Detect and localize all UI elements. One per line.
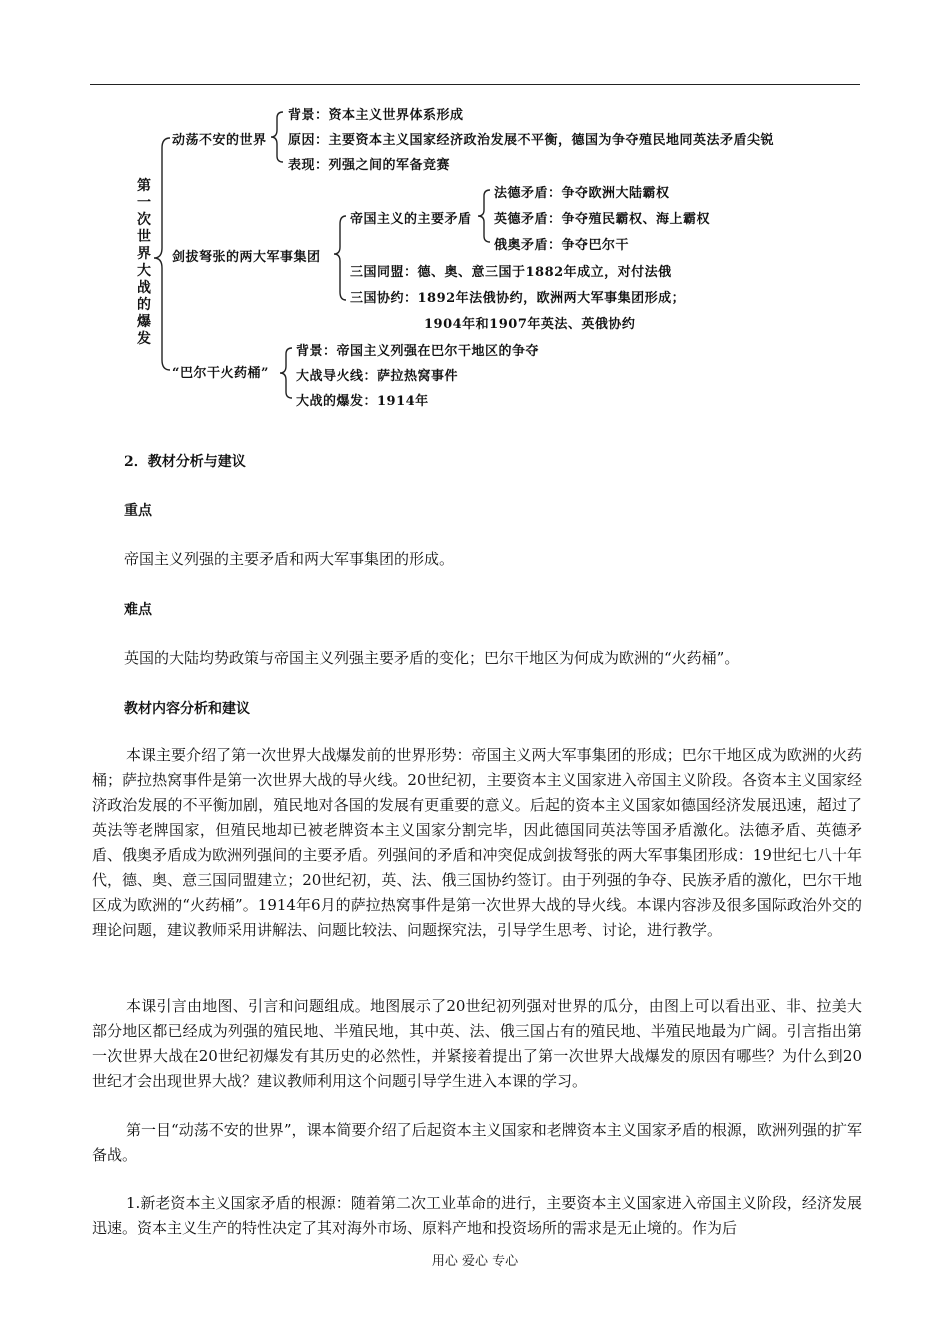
branch-item: 法德矛盾：争夺欧洲大陆霸权 bbox=[494, 186, 670, 201]
difficulty-heading: 难点 bbox=[124, 602, 152, 618]
branch-item: 背景：资本主义世界体系形成 bbox=[288, 108, 464, 123]
page-footer: 用心 爱心 专心 bbox=[431, 1254, 519, 1269]
section-title: 2．教材分析与建议 bbox=[124, 454, 246, 470]
diagram-title: 第一次世界大战的爆发 bbox=[137, 178, 151, 347]
body-paragraph: 第一目“动荡不安的世界”，课本简要介绍了后起资本主义国家和老牌资本主义国家矛盾的根源，欧洲列强的扩军备战。 bbox=[92, 1121, 862, 1164]
branch-item: 大战导火线：萨拉热窝事件 bbox=[296, 369, 459, 384]
focus-heading: 重点 bbox=[124, 503, 152, 519]
branch-item: 1904年和1907年英法、英俄协约 bbox=[424, 317, 636, 332]
branch-item: 三国同盟：德、奥、意三国于1882年成立，对付法俄 bbox=[350, 265, 672, 280]
branch-label: 动荡不安的世界 bbox=[172, 133, 267, 148]
branch-item: 三国协约：1892年法俄协约，欧洲两大军事集团形成； bbox=[350, 291, 686, 306]
body-paragraph: 本课引言由地图、引言和问题组成。地图展示了20世纪初列强对世界的瓜分，由图上可以看出亚、非、拉美大部分地区都已经成为列强的殖民地、半殖民地，其中英、法、俄三国占有的殖民地、半殖民地最为广阔。引言指出第一次世界大战在20世纪初爆发有其历史的必然性，并紧接着提出了第一次世界大战爆发的原因有哪些？为什么到20世纪才会出现世界大战？建议教师利用这个问题引导学生进入本课的学习。 bbox=[92, 997, 862, 1090]
branch-item: 原因：主要资本主义国家经济政治发展不平衡，德国为争夺殖民地同英法矛盾尖锐 bbox=[288, 133, 775, 148]
branch-label: “巴尔干火药桶” bbox=[172, 366, 269, 381]
branch-item: 表现：列强之间的军备竞赛 bbox=[288, 158, 451, 173]
branch-item: 背景：帝国主义列强在巴尔干地区的争夺 bbox=[296, 344, 540, 359]
branch-item: 俄奥矛盾：争夺巴尔干 bbox=[494, 238, 630, 253]
branch-label: 剑拔弩张的两大军事集团 bbox=[172, 250, 321, 265]
difficulty-text: 英国的大陆均势政策与帝国主义列强主要矛盾的变化；巴尔干地区为何成为欧洲的“火药桶”。 bbox=[124, 649, 740, 667]
focus-text: 帝国主义列强的主要矛盾和两大军事集团的形成。 bbox=[124, 550, 455, 568]
body-paragraph: 1.新老资本主义国家矛盾的根源：随着第二次工业革命的进行，主要资本主义国家进入帝国主义阶段，经济发展迅速。资本主义生产的特性决定了其对海外市场、原料产地和投资场所的需求是无止境的。作为后 bbox=[92, 1194, 862, 1237]
sub-branch-label: 帝国主义的主要矛盾 bbox=[350, 212, 472, 227]
analysis-heading: 教材内容分析和建议 bbox=[124, 701, 250, 717]
branch-item: 英德矛盾：争夺殖民霸权、海上霸权 bbox=[494, 212, 711, 227]
branch-item: 大战的爆发：1914年 bbox=[296, 394, 429, 409]
body-paragraph: 本课主要介绍了第一次世界大战爆发前的世界形势：帝国主义两大军事集团的形成；巴尔干地区成为欧洲的火药桶；萨拉热窝事件是第一次世界大战的导火线。20世纪初，主要资本主义国家进入帝国主义阶段。各资本主义国家经济政治发展的不平衡加剧，殖民地对各国的发展有更重要的意义。后起的资本主义国家如德国经济发展迅速，超过了英法等老牌国家，但殖民地却已被老牌资本主义国家分割完毕，因此德国同英法等国矛盾激化。法德矛盾、英德矛盾、俄奥矛盾成为欧洲列强间的主要矛盾。列强间的矛盾和冲突促成剑拔弩张的两大军事集团形成：19世纪七八十年代，德、奥、意三国同盟建立；20世纪初，英、法、俄三国协约签订。由于列强的争夺、民族矛盾的激化，巴尔干地区成为欧洲的“火药桶”。1914年6月的萨拉热窝事件是第一次世界大战的导火线。本课内容涉及很多国际政治外交的理论问题，建议教师采用讲解法、问题比较法、问题探究法，引导学生思考、讨论，进行教学。 bbox=[92, 746, 862, 939]
